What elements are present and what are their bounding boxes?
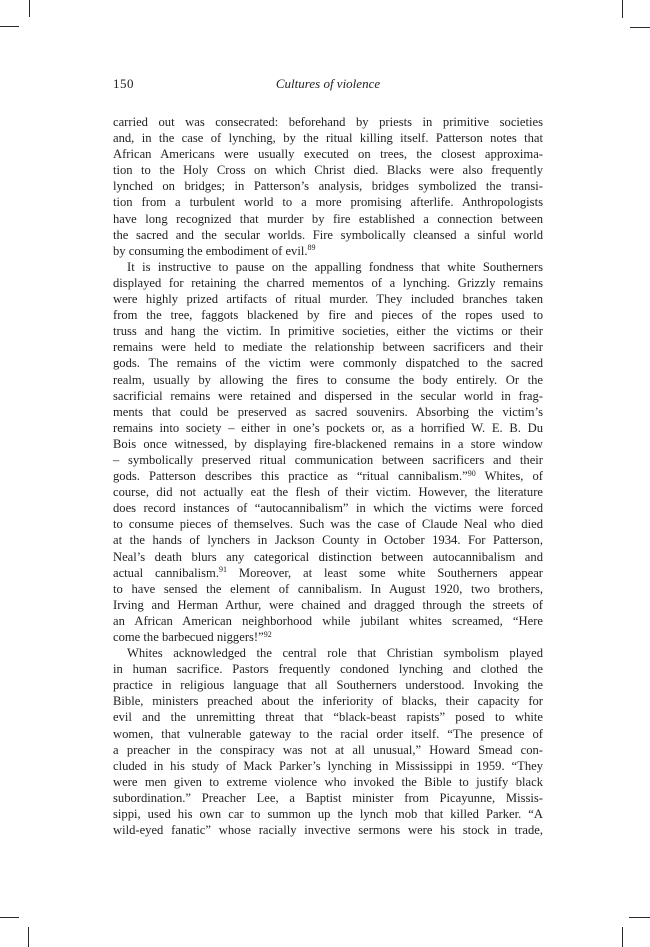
text-line: by consuming the embodiment of evil.$^{89}$ bbox=[113, 243, 316, 258]
text-line: Neal’s death blurs any categorical distinction between autocannibalism and bbox=[113, 549, 543, 564]
body-text bbox=[113, 114, 543, 838]
text-line: cluded in his study of Mack Parker’s lynching in Mississippi in 1959. “They bbox=[113, 758, 543, 773]
text-line: African Americans were usually executed on trees, the closest approxima- bbox=[113, 147, 543, 162]
text-line: and, in the case of lynching, by the ritual killing itself. Patterson notes that bbox=[113, 131, 543, 146]
text-line: Irving and Herman Arthur, were chained and dragged through the streets of bbox=[113, 597, 543, 612]
text-line: displayed for retaining the charred mementos of a lynching. Grizzly remains bbox=[113, 275, 543, 290]
text-line: at the hands of lynchers in Jackson County in October 1934. For Patterson, bbox=[113, 533, 543, 548]
text-line: remains were held to mediate the relationship between sacrificers and their bbox=[113, 340, 543, 355]
page-number: 150 bbox=[113, 76, 134, 91]
text-line: ments that could be preserved as sacred souvenirs. Absorbing the victim’s bbox=[113, 404, 543, 419]
crop-mark-bottom-left-vertical bbox=[28, 927, 29, 947]
crop-mark-top-right-horizontal bbox=[630, 27, 650, 28]
text-line: the sacred and the secular worlds. Fire symbolically cleansed a sinful world bbox=[113, 227, 543, 242]
footnote-ref: 90 bbox=[467, 468, 476, 478]
crop-mark-top-left-horizontal bbox=[0, 26, 19, 27]
crop-mark-bottom-right-vertical bbox=[622, 927, 623, 947]
footnote-ref: 89 bbox=[307, 243, 316, 253]
text-line: realm, usually by allowing the fires to consume the body entirely. Or the bbox=[113, 372, 543, 387]
paragraph bbox=[113, 645, 543, 838]
text-line: practice in religious language that all Southerners understood. Invoking the bbox=[113, 678, 543, 693]
crop-mark-top-right-vertical bbox=[622, 0, 623, 18]
text-line: an African American neighborhood while jubilant whites screamed, “Here bbox=[113, 613, 543, 628]
text-line: remains into society – either in one’s pockets or, as a horrified W. E. B. Du bbox=[113, 420, 543, 435]
paragraph bbox=[113, 114, 543, 259]
text-line: a preacher in the conspiracy was not at all unusual,” Howard Smead con- bbox=[113, 742, 543, 757]
text-line: were men given to extreme violence who invoked the Bible to justify black bbox=[113, 774, 543, 789]
text-line: – symbolically preserved ritual communication between sacrificers and their bbox=[113, 452, 543, 467]
text-line: wild-eyed fanatic” whose racially invective sermons were his stock in trade, bbox=[113, 823, 543, 838]
text-line: sippi, used his own car to summon up the lynch mob that killed Parker. “A bbox=[113, 807, 543, 822]
text-line: were highly prized artifacts of ritual murder. They included branches taken bbox=[113, 292, 543, 307]
page-header bbox=[113, 76, 543, 93]
text-line: Bois once witnessed, by displaying fire-blackened remains in a store window bbox=[113, 436, 543, 451]
text-line: actual cannibalism.$^{91}$ Moreover, at least some white Southerners appear bbox=[113, 565, 543, 580]
text-line: come the barbecued niggers!”$^{92}$ bbox=[113, 629, 272, 644]
text-line: women, that vulnerable gateway to the racial order itself. “The presence of bbox=[113, 726, 543, 741]
crop-mark-bottom-right-horizontal bbox=[629, 917, 650, 918]
text-line: in human sacrifice. Pastors frequently condoned lynching and clothed the bbox=[113, 662, 543, 677]
text-line: gods. The remains of the victim were commonly dispatched to the sacred bbox=[113, 356, 543, 371]
text-line: subordination.” Preacher Lee, a Baptist minister from Picayunne, Missis- bbox=[113, 790, 543, 805]
crop-mark-bottom-left-horizontal bbox=[0, 917, 19, 918]
text-line: does record instances of “autocannibalism” in which the victims were forced bbox=[113, 501, 543, 516]
text-line: tion to the Holy Cross on which Christ died. Blacks were also frequently bbox=[113, 163, 543, 178]
text-line: to consume pieces of themselves. Such was the case of Claude Neal who died bbox=[113, 517, 543, 532]
text-block bbox=[113, 76, 543, 838]
text-line: lynched on bridges; in Patterson’s analysis, bridges symbolized the transi- bbox=[113, 179, 543, 194]
text-line: Bible, ministers preached about the inferiority of blacks, their capacity for bbox=[113, 694, 543, 709]
footnote-ref: 92 bbox=[263, 629, 272, 639]
text-line: sacrificial remains were retained and dispersed in the secular world in frag- bbox=[113, 388, 543, 403]
crop-mark-top-left-vertical bbox=[29, 0, 30, 17]
footnote-ref: 91 bbox=[218, 565, 227, 575]
paragraph bbox=[113, 259, 543, 645]
text-line: truss and hang the victim. In primitive societies, either the victims or their bbox=[113, 324, 543, 339]
text-line: evil and the unremitting threat that “black-beast rapists” posed to white bbox=[113, 710, 543, 725]
text-line: Whites acknowledged the central role that Christian symbolism played bbox=[127, 646, 543, 661]
running-head: Cultures of violence bbox=[275, 76, 381, 91]
text-line: It is instructive to pause on the appalling fondness that white Southerners bbox=[127, 259, 543, 274]
text-line: course, did not actually eat the flesh of their victim. However, the literature bbox=[113, 485, 543, 500]
text-line: tion from a turbulent world to a more promising afterlife. Anthropologists bbox=[113, 195, 543, 210]
text-line: gods. Patterson describes this practice as “ritual cannibalism.”$^{90}$ Whites, of bbox=[113, 468, 543, 484]
text-line: to have sensed the element of cannibalism. In August 1920, two brothers, bbox=[113, 581, 543, 596]
text-line: have long recognized that murder by fire established a connection between bbox=[113, 211, 543, 226]
text-line: carried out was consecrated: beforehand by priests in primitive societies bbox=[113, 115, 543, 129]
text-line: from the tree, faggots blackened by fire and pieces of the ropes used to bbox=[113, 308, 543, 323]
